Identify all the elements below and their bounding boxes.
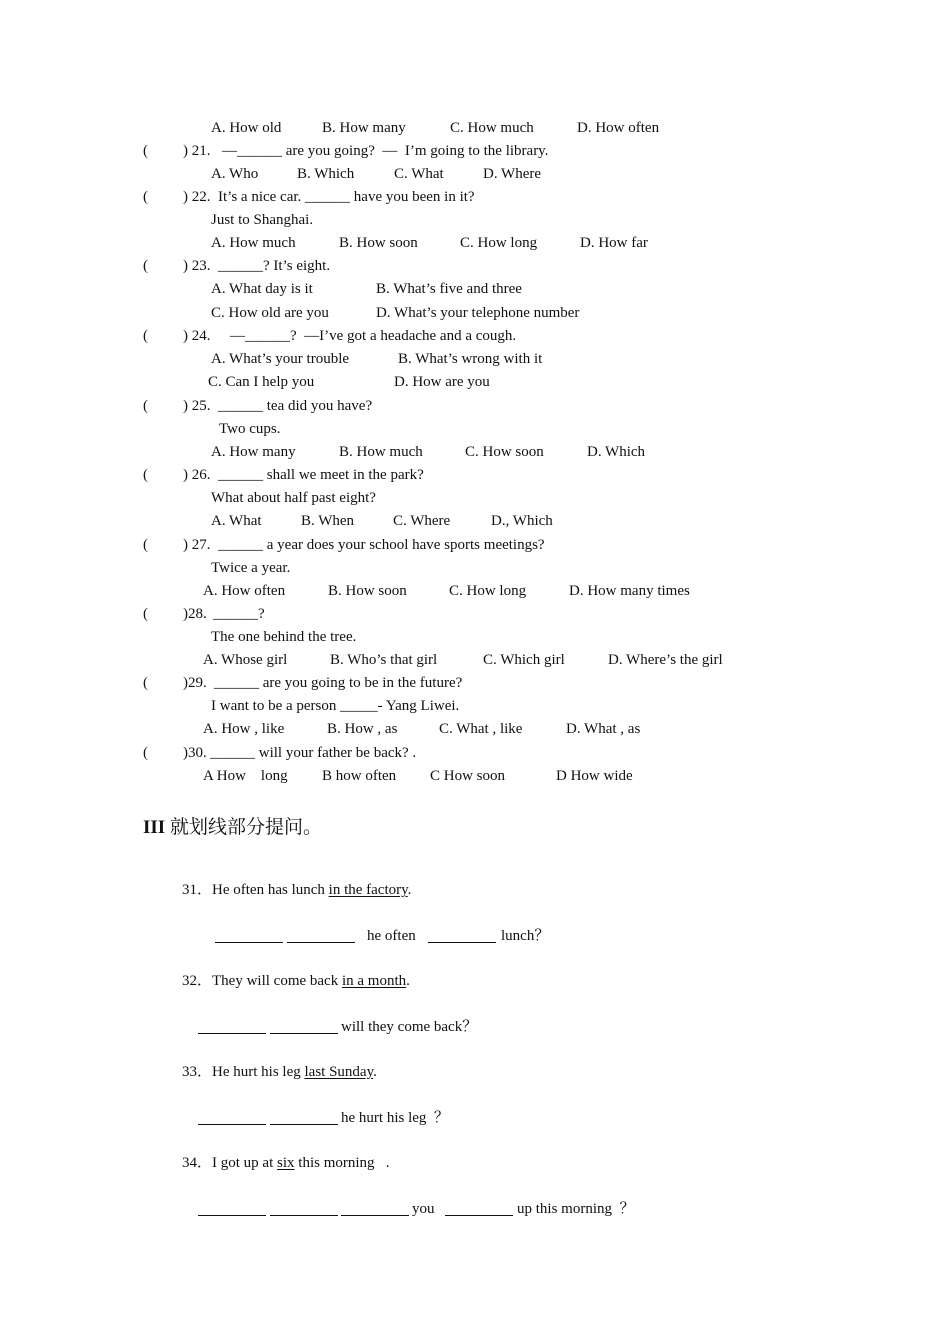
q29-paren: ( [143,675,148,691]
q22-option-d: D. How far [580,235,648,251]
q30-option-d: D How wide [556,768,633,784]
q29-reply: I want to be a person _____- Yang Liwei. [211,698,460,714]
q24-question: —______? —I’ve got a headache and a cough. [230,328,517,344]
q24-option-d: D. How are you [394,374,490,390]
q21-question: —______ are you going? — I’m going to the library. [222,143,549,159]
q25-reply: Two cups. [219,421,281,437]
q29-option-b: B. How , as [327,721,398,737]
q24-option-a: A. What’s your trouble [211,351,350,367]
q27-option-b: B. How soon [328,583,407,599]
q33-underlined: last Sunday [304,1064,374,1080]
q30-option-b: B how often [322,768,397,784]
q33-post: . [373,1064,377,1080]
q31-number: 31． [182,882,213,898]
q32-pre: They will come back [212,973,342,989]
q20-option-a: A. How old [211,120,282,136]
q21-option-c: C. What [394,166,444,182]
q33-sentence [182,1062,377,1082]
q29-option-c: C. What , like [439,721,523,737]
q27-paren: ( [143,537,148,553]
q27-reply: Twice a year. [211,560,291,576]
q25-number: ) 25. [183,398,211,414]
q30-paren: ( [143,745,148,761]
q24-number: ) 24. [183,328,211,344]
q26-reply: What about half past eight? [211,490,376,506]
q25-question: ______ tea did you have? [218,398,373,414]
q23-option-c: C. How old are you [211,305,329,321]
q26-option-c: C. Where [393,513,451,529]
q26-option-d: D., Which [491,513,553,529]
q25-paren: ( [143,398,148,414]
q27-option-d: D. How many times [569,583,690,599]
q32-underlined: in a month [341,973,407,989]
q20-option-c: C. How much [450,120,534,136]
q21-number: ) 21. [183,143,211,159]
q24-paren: ( [143,328,148,344]
q22-option-c: C. How long [460,235,538,251]
q30-option-c: C How soon [430,768,506,784]
q31-pre: He often has lunch [212,882,329,898]
q27-question: ______ a year does your school have sports meetings? [218,537,545,553]
q34-pre: I got up at [212,1155,278,1171]
q29-question: ______ are you going to be in the future? [214,675,463,691]
q31-answer-end: lunch？ [501,928,550,944]
q21-option-b: B. Which [297,166,355,182]
q30-question: ______ will your father be back? . [210,745,417,761]
q32-blank-2[interactable] [270,1018,338,1034]
q21-paren: ( [143,143,148,159]
q28-option-a: A. Whose girl [203,652,288,668]
q32-post: . [406,973,410,989]
q23-question: ______? It’s eight. [218,258,331,274]
q32-sentence [182,971,410,991]
q28-paren: ( [143,606,148,622]
q33-pre: He hurt his leg [212,1064,305,1080]
q31-blank-3[interactable] [428,927,496,943]
q28-reply: The one behind the tree. [211,629,357,645]
q34-blank-1[interactable] [198,1200,266,1216]
q23-number: ) 23. [183,258,211,274]
q29-number: )29. [183,675,207,691]
q27-number: ) 27. [183,537,211,553]
q34-post: this morning . [294,1155,390,1171]
q34-blank-3[interactable] [341,1200,409,1216]
q34-blank-2[interactable] [270,1200,338,1216]
q22-option-a: A. How much [211,235,296,251]
q24-option-c: C. Can I help you [208,374,315,390]
q33-answer-end: he hurt his leg ？ [341,1110,449,1126]
q31-blank-2[interactable] [287,927,355,943]
q26-question: ______ shall we meet in the park? [218,467,424,483]
q25-option-c: C. How soon [465,444,544,460]
q34-blank-4[interactable] [445,1200,513,1216]
section-3-roman: III [143,817,166,838]
q31-blank-1[interactable] [215,927,283,943]
q20-option-b: B. How many [322,120,406,136]
q26-number: ) 26. [183,467,211,483]
q21-option-d: D. Where [483,166,542,182]
q27-option-c: C. How long [449,583,527,599]
q34-answer-end: up this morning ？ [517,1201,635,1217]
q26-paren: ( [143,467,148,483]
q25-option-b: B. How much [339,444,423,460]
q32-blank-1[interactable] [198,1018,266,1034]
q22-question: It’s a nice car. ______ have you been in it? [218,189,475,205]
q25-option-d: D. Which [587,444,646,460]
q22-paren: ( [143,189,148,205]
q23-option-b: B. What’s five and three [376,281,522,297]
q31-underlined: in the factory [328,882,408,898]
q30-option-a: A How long [203,768,288,784]
q34-underlined: six [277,1155,295,1171]
q23-paren: ( [143,258,148,274]
q22-reply: Just to Shanghai. [211,212,314,228]
q28-number: )28. [183,606,207,622]
section-3-title: 就划线部分提问。 [165,817,322,838]
q28-option-b: B. Who’s that girl [330,652,438,668]
q34-number: 34． [182,1155,213,1171]
q20-option-d: D. How often [577,120,660,136]
q26-option-a: A. What [211,513,262,529]
q32-answer-end: will they come back？ [341,1019,478,1035]
q32-number: 32． [182,973,213,989]
q28-question: ______? [213,606,265,622]
q33-blank-1[interactable] [198,1109,266,1125]
q29-option-d: D. What , as [566,721,641,737]
q23-option-a: A. What day is it [211,281,313,297]
q31-answer-mid: he often [367,928,416,944]
q21-option-a: A. Who [211,166,259,182]
q33-blank-2[interactable] [270,1109,338,1125]
q23-option-d: D. What’s your telephone number [376,305,580,321]
q30-number: )30. [183,745,207,761]
q34-answer-mid: you [412,1201,435,1217]
q28-option-c: C. Which girl [483,652,565,668]
q22-option-b: B. How soon [339,235,418,251]
q31-sentence [182,880,411,900]
q26-option-b: B. When [301,513,355,529]
q28-option-d: D. Where’s the girl [608,652,723,668]
q31-post: . [407,882,412,898]
q25-option-a: A. How many [211,444,296,460]
section-3-heading [143,816,322,840]
q27-option-a: A. How often [203,583,286,599]
q24-option-b: B. What’s wrong with it [398,351,543,367]
q33-number: 33． [182,1064,213,1080]
q34-sentence [182,1153,390,1173]
q29-option-a: A. How , like [203,721,285,737]
q22-number: ) 22. [183,189,211,205]
